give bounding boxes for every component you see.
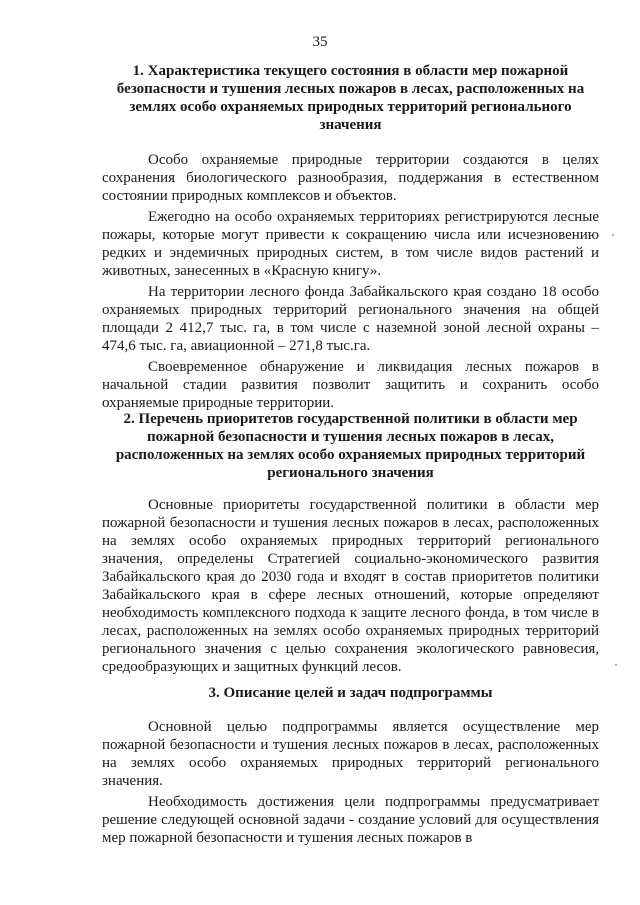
section-3-paragraph-2: Необходимость достижения цели подпрограммы предусматривает решение следующей основной задачи - создание условий для осуществления мер пожарной безопасности и тушения лесных пожаров в (102, 794, 599, 846)
scan-speck (615, 664, 617, 666)
section-3-paragraph-1: Основной целью подпрограммы является осуществление мер пожарной безопасности и тушения лесных пожаров в лесах, расположенных на землях особо охраняемых природных территорий регионального значения. (102, 719, 599, 789)
section-2-paragraph-1: Основные приоритеты государственной политики в области мер пожарной безопасности и тушения лесных пожаров в лесах, расположенных на землях особо охраняемых природных территорий регионального значения, определены Стратегией социально-экономического развития Забайкальского края до 2030 года и входят в состав приоритетов политики Забайкальского края в сфере лесных отношений, которые определяют необходимость комплексного подхода к защите лесного фонда, в том числе в лесах, расположенных на землях особо охраняемых природных территорий регионального значения с целью сохранения экологического равновесия, средообразующих и защитных функций лесов. (102, 497, 599, 675)
section-2 (102, 410, 599, 482)
section-1-body (102, 151, 599, 412)
section-1-paragraph-4: Своевременное обнаружение и ликвидация лесных пожаров в начальной стадии развития позволит защитить и сохранить особо охраняемые природные территории. (102, 359, 599, 411)
section-3 (102, 684, 599, 702)
section-1-paragraph-3: На территории лесного фонда Забайкальского края создано 18 особо охраняемых природных территорий регионального значения на общей площади 2 412,7 тыс. га, в том числе с наземной зоной лесной охраны – 474,6 тыс. га, авиационной – 271,8 тыс.га. (102, 284, 599, 354)
section-1-paragraph-2: Ежегодно на особо охраняемых территориях регистрируются лесные пожары, которые могут привести к сокращению числа или исчезновению редких и эндемичных природных систем, в том числе видов растений и животных, занесенных в «Красную книгу». (102, 209, 599, 279)
section-3-body (102, 718, 599, 847)
section-1-heading: 1. Характеристика текущего состояния в области мер пожарной безопасности и тушения лесных пожаров в лесах, расположенных на землях особо охраняемых природных территорий регионального значения (116, 63, 585, 133)
section-2-body (102, 496, 599, 676)
section-1-paragraph-1: Особо охраняемые природные территории создаются в целях сохранения биологического разнообразия, поддержания в естественном состоянии природных комплексов и объектов. (102, 152, 599, 204)
page-number: 35 (312, 34, 328, 50)
scan-speck (612, 234, 614, 236)
section-2-heading: 2. Перечень приоритетов государственной политики в области мер пожарной безопасности и тушения лесных пожаров в лесах, расположенных на землях особо охраняемых природных территорий регионального значения (115, 411, 586, 481)
section-1 (102, 62, 599, 134)
section-3-heading: 3. Описание целей и задач подпрограммы (208, 685, 493, 701)
